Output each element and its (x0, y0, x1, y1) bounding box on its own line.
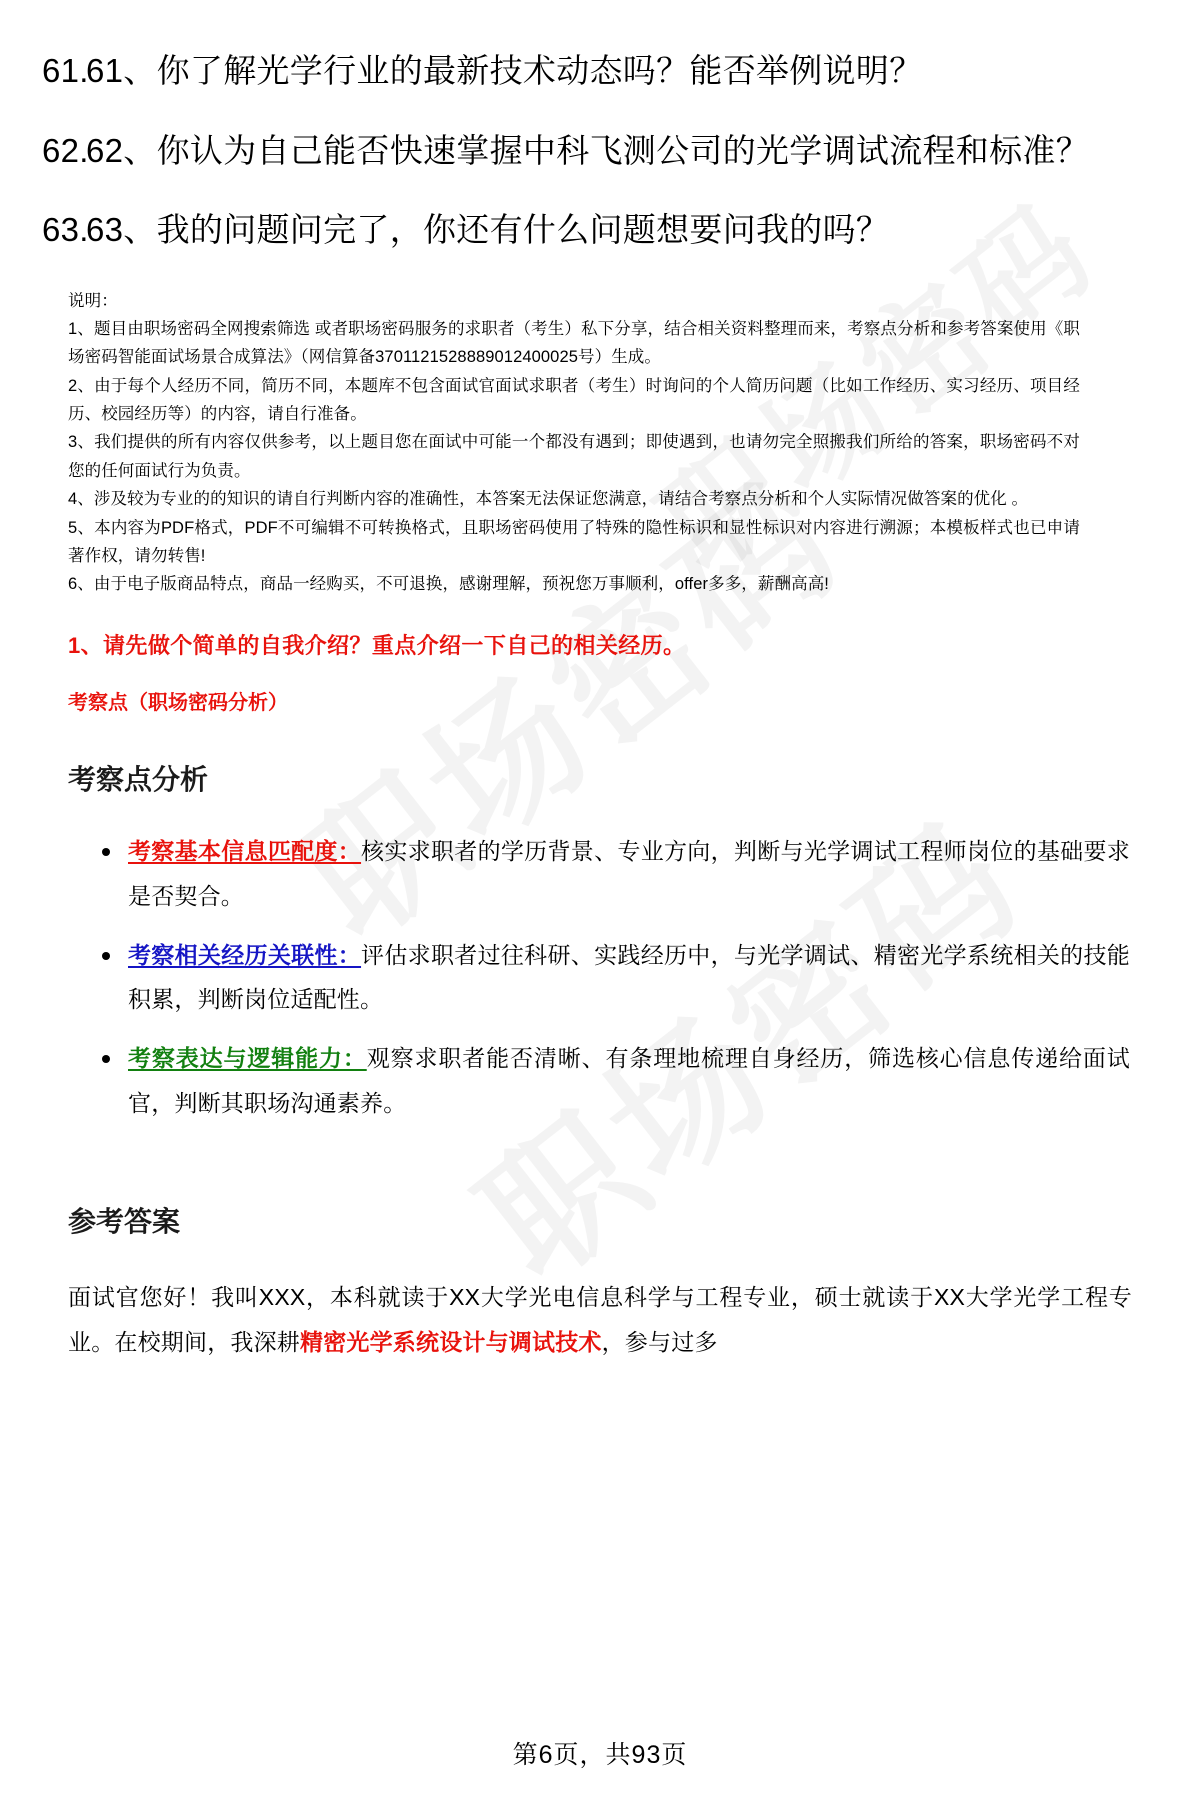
notes-block (0, 287, 1200, 599)
question-text-63: 63、我的问题问完了，你还有什么问题想要问我的吗？ (86, 211, 890, 249)
keypoint-tag: 考察点（职场密码分析） (68, 691, 288, 714)
note-item-5: 5、本内容为PDF格式，PDF不可编辑不可转换格式，且职场密码使用了特殊的隐性标识和显性标识对内容进行溯源；本模板样式也已申请著作权，请勿转售! (68, 518, 1080, 565)
note-item-1: 1、题目由职场密码全网搜索筛选 或者职场密码服务的求职者（考生）私下分享，结合相关资料整理而来，考察点分析和参考答案使用《职场密码智能面试场景合成算法》（网信算备3701121528889012400025号）生成。 (68, 319, 1080, 367)
question-number-62: 62. (42, 131, 89, 169)
section-heading-answer: 参考答案 (68, 1205, 181, 1237)
analysis-bullet-3 (128, 1036, 1130, 1126)
question-text-61: 61、你了解光学行业的最新技术动态吗？能否举例说明？ (86, 52, 923, 89)
main-question-heading: 1、请先做个简单的自我介绍？重点介绍一下自己的相关经历。 (68, 632, 686, 658)
answer-highlight: 精密光学系统设计与调试技术 (300, 1329, 602, 1355)
question-item-63 (0, 207, 1200, 253)
question-item-62 (0, 128, 1200, 174)
notes-title: 说明： (68, 291, 118, 310)
note-item-3: 3、我们提供的所有内容仅供参考，以上题目您在面试中可能一个都没有遇到；即使遇到，也请勿完全照搬我们所给的答案，职场密码不对您的任何面试行为负责。 (68, 433, 1080, 480)
document-page (0, 48, 1200, 1365)
bullet-label-1: 考察基本信息匹配度： (128, 837, 362, 864)
analysis-bullet-2 (128, 933, 1130, 1023)
note-item-4: 4、涉及较为专业的的知识的请自行判断内容的准确性，本答案无法保证您满意，请结合考察点分析和个人实际情况做答案的优化 。 (68, 490, 1029, 509)
question-number-63: 63. (42, 211, 89, 249)
note-item-6: 6、由于电子版商品特点，商品一经购买，不可退换，感谢理解，预祝您万事顺利，offer多多，薪酬高高! (68, 575, 829, 594)
analysis-bullet-1 (128, 829, 1130, 919)
bullet-text-1: 核实求职者的学历背景、专业方向，判断与光学调试工程师岗位的基础要求是否契合。 (128, 837, 1130, 909)
analysis-bullet-list (0, 829, 1200, 1126)
question-item-61 (0, 48, 1200, 94)
bullet-label-2: 考察相关经历关联性： (128, 941, 362, 968)
answer-paragraph (0, 1275, 1200, 1365)
page-footer: 第6页，共93页 (512, 1741, 688, 1769)
question-list (0, 48, 1200, 253)
question-text-62: 62、你认为自己能否快速掌握中科飞测公司的光学调试流程和标准？ (86, 131, 1090, 169)
section-heading-analysis: 考察点分析 (68, 763, 209, 795)
bullet-text-3: 观察求职者能否清晰、有条理地梳理自身经历，筛选核心信息传递给面试官，判断其职场沟通素养。 (128, 1045, 1130, 1117)
bullet-text-2: 评估求职者过往科研、实践经历中，与光学调试、精密光学系统相关的技能积累，判断岗位适配性。 (128, 941, 1130, 1013)
answer-text-part1: 面试官您好！我叫XXX，本科就读于XX大学光电信息科学与工程专业，硕士就读于XX大学光学工程专业。在校期间，我深耕 (68, 1284, 1132, 1355)
bullet-label-3: 考察表达与逻辑能力： (128, 1045, 367, 1072)
answer-text-part2: ，参与过多 (601, 1329, 718, 1355)
note-item-2: 2、由于每个人经历不同，简历不同，本题库不包含面试官面试求职者（考生）时询问的个人简历问题（比如工作经历、实习经历、项目经历、校园经历等）的内容，请自行准备。 (68, 376, 1080, 424)
question-number-61: 61. (42, 52, 89, 89)
